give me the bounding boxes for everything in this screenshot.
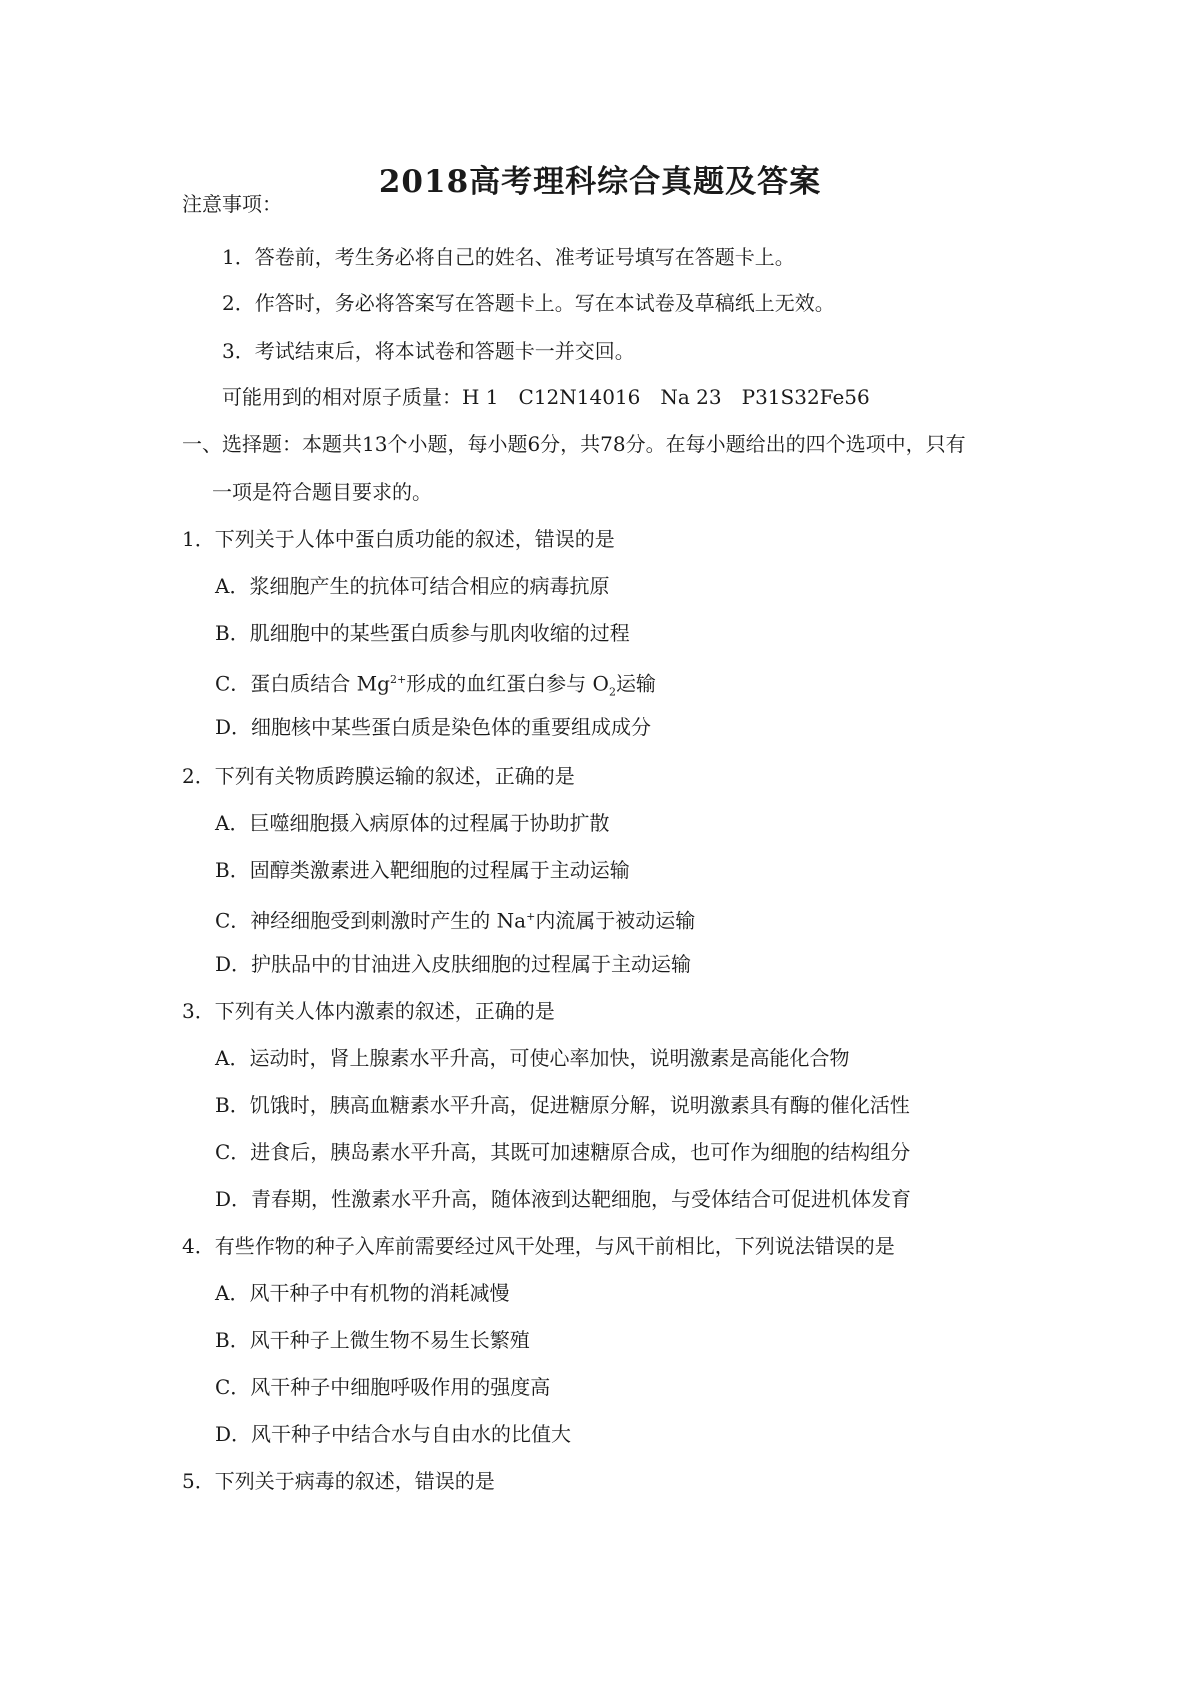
q1-c-subscript: 2	[608, 685, 616, 699]
question-5-stem: 5．下列关于病毒的叙述，错误的是	[182, 1469, 495, 1493]
section-heading: 一、选择题：本题共13个小题，每小题6分，共78分。在每小题给出的四个选项中，只有	[182, 432, 966, 456]
notice-item-3: 3．考试结束后，将本试卷和答题卡一并交回。	[222, 339, 635, 363]
atomic-masses: 可能用到的相对原子质量：H 1 C12N14016 Na 23 P31S32Fe56	[222, 385, 870, 409]
notice-item-1: 1．答卷前，考生务必将自己的姓名、准考证号填写在答题卡上。	[222, 245, 795, 269]
question-3-option-c: C．进食后，胰岛素水平升高，其既可加速糖原合成，也可作为细胞的结构组分	[215, 1140, 911, 1164]
question-1-option-c	[215, 667, 656, 706]
question-3-option-b: B．饥饿时，胰高血糖素水平升高，促进糖原分解，说明激素具有酶的催化活性	[215, 1093, 910, 1117]
q1-c-text-mid: 形成的血红蛋白参与 O	[406, 671, 609, 696]
question-2-option-d: D．护肤品中的甘油进入皮肤细胞的过程属于主动运输	[215, 952, 692, 976]
question-3-option-a: A．运动时，肾上腺素水平升高，可使心率加快，说明激素是高能化合物	[215, 1046, 850, 1070]
question-2-option-c	[215, 904, 695, 934]
section-heading-cont: 一项是符合题目要求的。	[212, 480, 432, 504]
question-1-option-b: B．肌细胞中的某些蛋白质参与肌肉收缩的过程	[215, 621, 630, 645]
q2-c-superscript: +	[526, 910, 536, 923]
q1-c-text-pre: C．蛋白质结合 Mg	[215, 671, 390, 696]
q2-c-text-post: 内流属于被动运输	[535, 908, 696, 933]
notice-item-2: 2．作答时，务必将答案写在答题卡上。写在本试卷及草稿纸上无效。	[222, 291, 835, 315]
question-3-option-d: D．青春期，性激素水平升高，随体液到达靶细胞，与受体结合可促进机体发育	[215, 1187, 912, 1211]
question-2-option-a: A．巨噬细胞摄入病原体的过程属于协助扩散	[215, 811, 610, 835]
question-4-option-d: D．风干种子中结合水与自由水的比值大	[215, 1422, 572, 1446]
question-1-option-a: A．浆细胞产生的抗体可结合相应的病毒抗原	[215, 574, 610, 598]
q1-c-superscript: 2+	[389, 673, 407, 686]
question-2-stem: 2．下列有关物质跨膜运输的叙述，正确的是	[182, 764, 575, 788]
question-4-option-a: A．风干种子中有机物的消耗减慢	[215, 1281, 510, 1305]
question-4-stem: 4．有些作物的种子入库前需要经过风干处理，与风干前相比，下列说法错误的是	[182, 1234, 895, 1258]
page-title: 2018高考理科综合真题及答案	[378, 164, 822, 200]
question-1-stem: 1．下列关于人体中蛋白质功能的叙述，错误的是	[182, 527, 615, 551]
q2-c-text-pre: C．神经细胞受到刺激时产生的 Na	[215, 908, 527, 933]
question-2-option-b: B．固醇类激素进入靶细胞的过程属于主动运输	[215, 858, 630, 882]
question-3-stem: 3．下列有关人体内激素的叙述，正确的是	[182, 999, 555, 1023]
question-4-option-c: C．风干种子中细胞呼吸作用的强度高	[215, 1375, 551, 1399]
q1-c-text-post: 运输	[615, 671, 656, 696]
question-1-option-d: D．细胞核中某些蛋白质是染色体的重要组成成分	[215, 715, 652, 739]
notice-heading: 注意事项：	[182, 192, 282, 216]
question-4-option-b: B．风干种子上微生物不易生长繁殖	[215, 1328, 530, 1352]
